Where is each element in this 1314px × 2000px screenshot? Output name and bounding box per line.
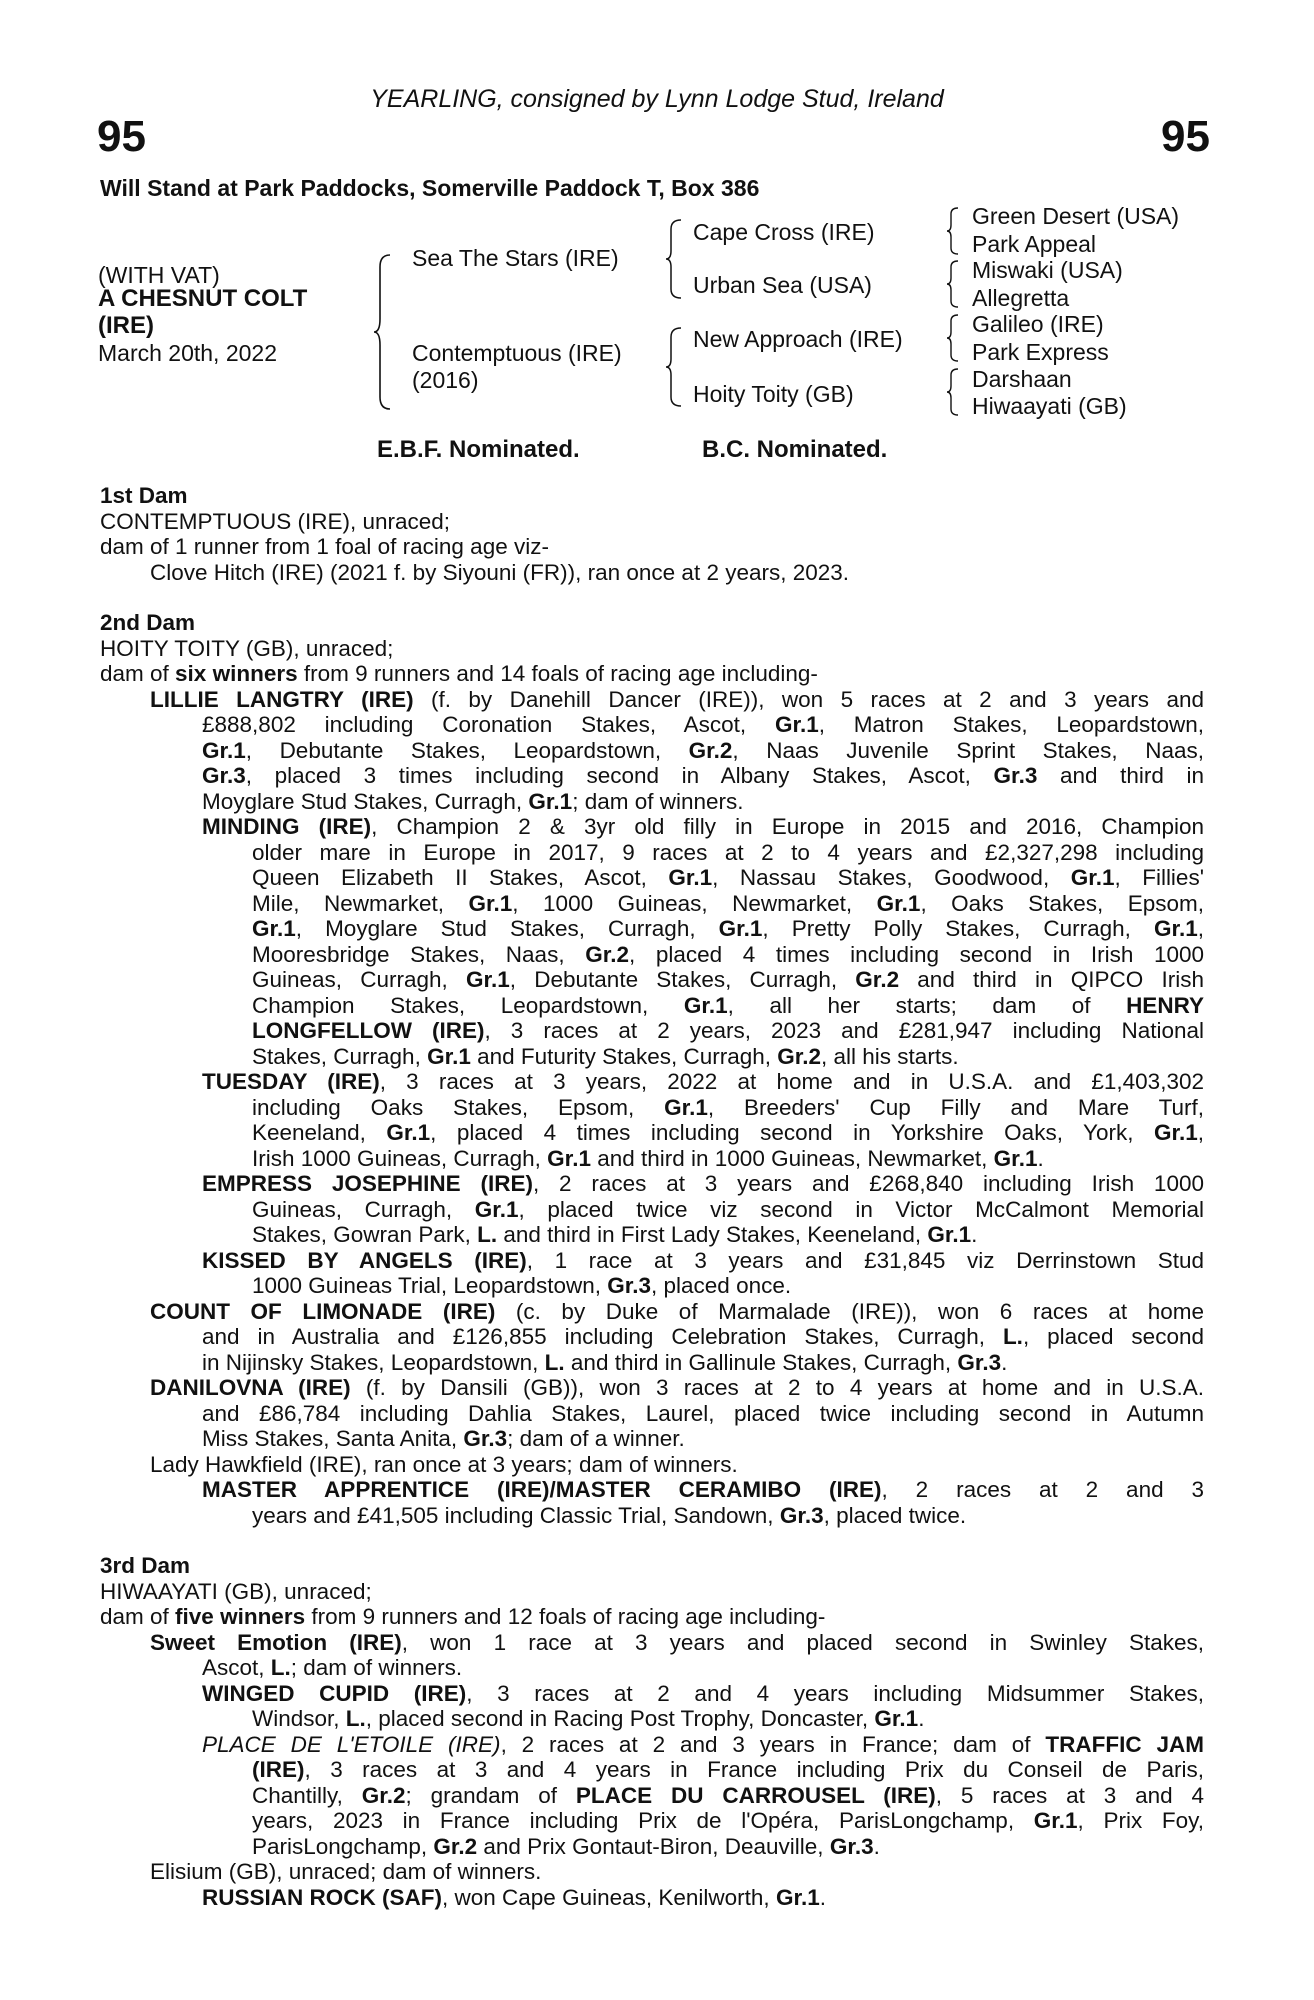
text: Mooresbridge Stakes, Naas, [252,941,586,967]
text: , Fillies' [1114,865,1204,890]
sire: Sea The Stars (IRE) [412,245,619,271]
text: , placed 4 times including second in Irish 1000 [628,941,1204,967]
text: , Debutante Stakes, Curragh, [509,967,856,992]
text: , placed 3 times including second in Albany Stakes, Ascot, [245,763,994,788]
horse-name: HENRY [1126,992,1204,1018]
second-dam-section [0,610,1314,1528]
horse-name: LONGFELLOW (IRE) [252,1018,485,1043]
text: 1000 Guineas Trial, Leopardstown, [252,1273,608,1298]
text: , Champion 2 & 3yr old filly in Europe in 2015 and 2016, Champion [371,814,1204,839]
text: , [1197,1120,1204,1145]
winners-count: six winners [175,661,298,686]
grade: Gr.1 [202,737,246,763]
lot-title-line2: (IRE) [98,312,154,339]
text: , all her starts; dam of [727,992,1127,1018]
third-dam-section [0,1553,1314,1910]
text: years, 2023 in France including Prix de l'Opéra, ParisLongchamp, [252,1808,1034,1833]
text: and third in First Lady Stakes, Keeneland, [497,1222,928,1247]
text: , 3 races at 3 years, 2022 at home and in U.S.A. and £1,403,302 [379,1069,1204,1094]
text: and Futurity Stakes, Curragh, [470,1043,778,1069]
text: Keeneland, [252,1120,387,1145]
horse-name: MASTER APPRENTICE (IRE)/MASTER CERAMIBO (IRE) [202,1477,882,1502]
first-dam-name: CONTEMPTUOUS (IRE), unraced; [100,508,451,534]
text: Miss Stakes, Santa Anita, [202,1426,464,1451]
grade: Gr.1 [874,1706,919,1731]
grade: Gr.1 [927,1222,972,1247]
text: including Oaks Stakes, Epsom, [252,1094,665,1120]
grade: Gr.1 [528,788,573,814]
horse-name: DANILOVNA (IRE) [150,1375,351,1400]
text: , 2 races at 2 and 3 years in France; dam of [500,1731,1046,1757]
text: Lady Hawkfield (IRE), ran once at 3 years; dam of winners. [150,1451,738,1477]
third-dam-name: HIWAAYATI (GB), unraced; [100,1578,372,1604]
grade: Gr.3 [829,1833,874,1859]
entry-count-of-limonade [0,1299,1314,1376]
grade: Gr.2 [433,1833,478,1859]
text: . [1001,1349,1008,1375]
text: , won 1 race at 3 years and placed second in Swinley Stakes, [401,1629,1204,1655]
entry-minding [0,814,1314,1069]
brace-g2 [945,259,961,309]
text: , placed once. [651,1273,792,1298]
text: Queen Elizabeth II Stakes, Ascot, [252,865,669,890]
horse-name: MINDING (IRE) [202,814,372,839]
dam-dam: Hoity Toity (GB) [693,381,854,407]
text: Stakes, Curragh, [252,1043,428,1069]
text: , 3 races at 2 years, 2023 and £281,947 including National [484,1018,1204,1043]
text: dam of [100,661,176,686]
horse-name: EMPRESS JOSEPHINE (IRE) [202,1171,533,1196]
text: Guineas, Curragh, [252,1196,475,1222]
grade: L. [544,1349,565,1375]
grade: Gr.3 [779,1502,824,1528]
horse-name: RUSSIAN ROCK (SAF) [202,1884,442,1910]
bc-nomination: B.C. Nominated. [702,436,888,463]
text: Champion Stakes, Leopardstown, [252,992,684,1018]
text: , placed twice viz second in Victor McCalmont Memorial [518,1196,1204,1222]
third-dam-heading: 3rd Dam [100,1553,191,1578]
text: , Pretty Polly Stakes, Curragh, [762,916,1154,941]
grade: Gr.1 [547,1145,591,1171]
text: . [971,1222,978,1247]
entry-sweet-emotion [0,1630,1314,1681]
grade: Gr.3 [607,1273,652,1298]
brace-sire [664,218,684,300]
text: older mare in Europe in 2017, 9 races at 2 to 4 years and £2,327,298 including [252,839,1204,865]
grade: Gr.1 [668,865,713,890]
lot-number-left: 95 [97,112,146,161]
lot-number-right: 95 [1161,112,1210,161]
text: , 3 races at 3 and 4 years in France including Prix du Conseil de Paris, [304,1757,1204,1782]
text: ; dam of a winner. [507,1426,685,1451]
text: , 1000 Guineas, Newmarket, [512,890,877,916]
foaling-date: March 20th, 2022 [98,340,278,366]
stand-location: Will Stand at Park Paddocks, Somerville Paddock T, Box 386 [100,175,760,201]
text: . [918,1706,925,1731]
text: , Debutante Stakes, Leopardstown, [245,737,689,763]
grade: Gr.1 [993,1145,1038,1171]
grade: Gr.3 [202,763,246,788]
text: from 9 runners and 12 foals of racing age including- [305,1604,826,1629]
text: and Prix Gontaut-Biron, Deauville, [477,1833,830,1859]
text: and third in 1000 Guineas, Newmarket, [590,1145,994,1171]
text: , placed second in Racing Post Trophy, Doncaster, [365,1706,875,1731]
grandsire-8: Hiwaayati (GB) [972,393,1127,419]
text: , Breeders' Cup Filly and Mare Turf, [707,1094,1204,1120]
grade: Gr.1 [774,712,819,737]
grade: Gr.1 [718,916,763,941]
ebf-nomination: E.B.F. Nominated. [377,436,580,463]
entry-elisium [0,1859,1314,1910]
grade: Gr.1 [252,916,296,941]
grade: Gr.2 [777,1043,822,1069]
text: (c. by Duke of Marmalade (IRE)), won 6 races at home [495,1298,1204,1324]
text: Elisium (GB), unraced; dam of winners. [150,1859,542,1884]
grade: Gr.1 [1070,865,1115,890]
first-dam-heading: 1st Dam [100,483,188,508]
entry-winged-cupid [0,1681,1314,1732]
grade: Gr.1 [1153,916,1198,941]
horse-name: PLACE DU CARROUSEL (IRE) [575,1782,936,1808]
text: , placed twice. [823,1502,967,1528]
consignment-line: YEARLING, consigned by Lynn Lodge Stud, Ireland [370,85,944,113]
text: and third in QIPCO Irish [899,967,1204,992]
text: , Prix Foy, [1077,1808,1204,1833]
text: dam of [100,1604,176,1629]
text: Irish 1000 Guineas, Curragh, [252,1145,548,1171]
sire-dam: Urban Sea (USA) [693,272,872,298]
first-dam-section [0,483,1314,585]
brace-g3 [945,313,961,363]
text: Mile, Newmarket, [252,890,469,916]
text: from 9 runners and 14 foals of racing age including- [297,661,818,686]
second-dam-heading: 2nd Dam [100,610,196,635]
text: Ascot, [202,1655,271,1680]
text: (f. by Dansili (GB)), won 3 races at 2 to 4 years at home and in U.S.A. [350,1375,1204,1400]
text: £888,802 including Coronation Stakes, Ascot, [202,712,775,737]
dam: Contemptuous (IRE) [412,340,622,366]
horse-name: Sweet Emotion (IRE) [150,1629,402,1655]
grandsire-5: Galileo (IRE) [972,311,1104,337]
grandsire-4: Allegretta [972,285,1070,311]
text: ParisLongchamp, [252,1833,434,1859]
text: ; dam of winners. [572,788,744,814]
text: , 2 races at 3 years and £268,840 including Irish 1000 [532,1171,1204,1196]
text: and third in Gallinule Stakes, Curragh, [564,1349,958,1375]
grandsire-2: Park Appeal [972,231,1097,257]
grade: Gr.1 [466,967,510,992]
first-dam-summary: dam of 1 runner from 1 foal of racing age viz- [100,534,549,559]
text: Moyglare Stud Stakes, Curragh, [202,788,529,814]
dam-year: (2016) [412,367,479,393]
grandsire-6: Park Express [972,339,1109,365]
brace-g1 [945,206,961,256]
grade: Gr.3 [993,763,1038,788]
text: Windsor, [252,1706,346,1731]
text: Guineas, Curragh, [252,967,467,992]
text: , 5 races at 3 and 4 [935,1782,1204,1808]
grade: Gr.1 [474,1196,519,1222]
horse-name: TUESDAY (IRE) [202,1069,380,1094]
grade: Gr.2 [855,967,900,992]
grade: Gr.1 [427,1043,471,1069]
horse-name: TRAFFIC JAM [1045,1731,1204,1757]
entry-kissed-by-angels [0,1248,1314,1299]
text: , [1197,916,1204,941]
grade: Gr.1 [683,992,728,1018]
grade: Gr.1 [1033,1808,1078,1833]
grade: L. [477,1222,498,1247]
entry-place-de-letoile [0,1732,1314,1860]
grade: Gr.3 [463,1426,508,1451]
entry-tuesday [0,1069,1314,1171]
grade: L. [270,1655,291,1680]
text: , all his starts. [821,1043,959,1069]
text: ; grandam of [405,1782,576,1808]
horse-name: PLACE DE L'ETOILE (IRE) [202,1731,501,1757]
grade: Gr.2 [585,941,629,967]
grade: Gr.3 [957,1349,1002,1375]
grade: Gr.1 [876,890,921,916]
horse-name: KISSED BY ANGELS (IRE) [202,1247,527,1273]
grandsire-7: Darshaan [972,366,1072,392]
text: , Naas Juvenile Sprint Stakes, Naas, [732,737,1204,763]
text: , 1 race at 3 years and £31,845 viz Derrinstown Stud [526,1247,1204,1273]
brace-main [372,253,394,411]
text: , Nassau Stakes, Goodwood, [712,865,1071,890]
grandsire-3: Miswaki (USA) [972,257,1123,283]
entry-empress-josephine [0,1171,1314,1248]
dam-sire: New Approach (IRE) [693,326,903,352]
text: and in Australia and £126,855 including Celebration Stakes, Curragh, [202,1324,1003,1349]
text: , 2 races at 2 and 3 [881,1477,1204,1502]
horse-name: COUNT OF LIMONADE (IRE) [150,1298,496,1324]
text: , Matron Stakes, Leopardstown, [818,712,1204,737]
catalogue-body [0,483,1314,1910]
grade: L. [1002,1324,1023,1349]
sire-sire: Cape Cross (IRE) [693,219,875,245]
text: . [873,1833,880,1859]
text: Chantilly, [252,1782,362,1808]
entry-lillie-langtry [0,687,1314,815]
text: (f. by Danehill Dancer (IRE)), won 5 races at 2 and 3 years and [413,686,1204,712]
lot-title-line1: A CHESNUT COLT [98,285,308,312]
grade: Gr.1 [775,1884,820,1910]
brace-g4 [945,367,961,417]
text: . [1037,1145,1044,1171]
entry-danilovna [0,1375,1314,1452]
first-dam-foal: Clove Hitch (IRE) (2021 f. by Siyouni (FR)), ran once at 2 years, 2023. [150,559,850,585]
grade: Gr.1 [664,1094,708,1120]
grandsire-1: Green Desert (USA) [972,203,1180,229]
grade: Gr.1 [468,890,513,916]
grade: Gr.2 [688,737,733,763]
text: , won Cape Guineas, Kenilworth, [442,1884,776,1910]
second-dam-name: HOITY TOITY (GB), unraced; [100,635,394,661]
horse-name: (IRE) [252,1757,305,1782]
grade: Gr.2 [361,1782,406,1808]
text: , placed 4 times including second in Yorkshire Oaks, York, [430,1120,1154,1145]
vat-note: (WITH VAT) [98,262,220,288]
horse-name: LILLIE LANGTRY (IRE) [150,686,414,712]
text: . [819,1884,826,1910]
text: , placed second [1022,1324,1204,1349]
text: ; dam of winners. [290,1655,463,1680]
entry-lady-hawkfield [0,1452,1314,1529]
text: in Nijinsky Stakes, Leopardstown, [202,1349,545,1375]
grade: Gr.1 [386,1120,431,1145]
text: , 3 races at 2 and 4 years including Midsummer Stakes, [466,1680,1204,1706]
text: , Moyglare Stud Stakes, Curragh, [295,916,719,941]
brace-dam [664,326,684,408]
text: , Oaks Stakes, Epsom, [920,890,1204,916]
horse-name: WINGED CUPID (IRE) [202,1680,467,1706]
grade: L. [345,1706,366,1731]
text: Stakes, Gowran Park, [252,1222,478,1247]
text: and third in [1037,763,1204,788]
winners-count: five winners [175,1604,306,1629]
grade: Gr.1 [1153,1120,1198,1145]
text: years and £41,505 including Classic Trial, Sandown, [252,1502,780,1528]
text: and £86,784 including Dahlia Stakes, Laurel, placed twice including second in Autumn [202,1400,1204,1426]
